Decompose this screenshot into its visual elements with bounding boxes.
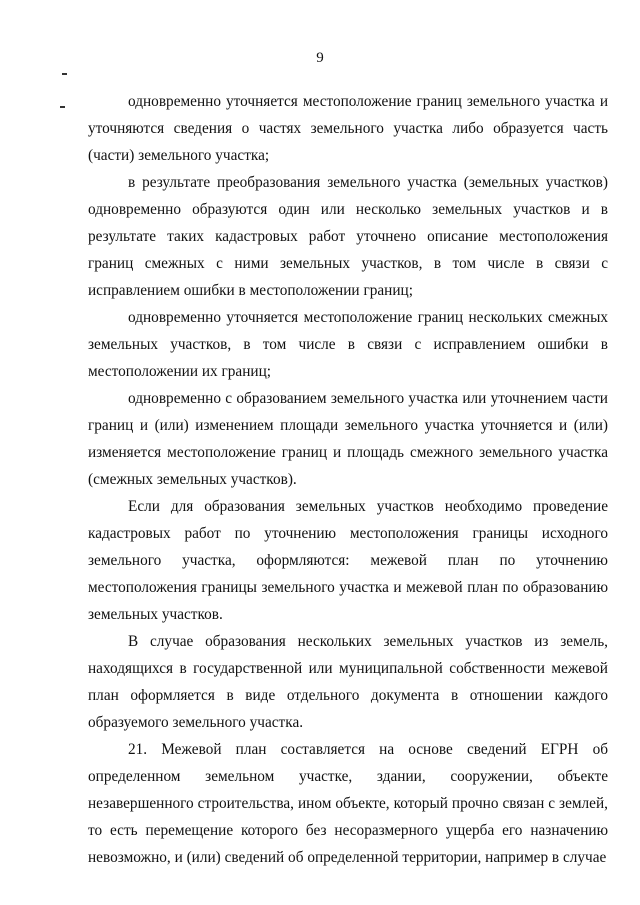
document-body [88,88,608,871]
scan-mark [60,106,65,108]
paragraph: В случае образования нескольких земельных участков из земель, находящихся в государственной или муниципальной собственности межевой план оформляется в виде отдельного документа в отношении каждого образуемого земельного участка. [88,633,608,731]
paragraph: одновременно уточняется местоположение границ земельного участка и уточняются сведения о частях земельного участка либо образуется часть (части) земельного участка; [88,93,608,164]
paragraph: Если для образования земельных участков необходимо проведение кадастровых работ по уточнению местоположения границы исходного земельного участка, оформляются: межевой план по уточнению местоположения границы земельного участка и межевой план по образованию земельных участков. [88,498,608,623]
page-number: 9 [316,50,324,66]
paragraph: в результате преобразования земельного участка (земельных участков) одновременно образуются один или несколько земельных участков и в результате таких кадастровых работ уточнено описание местоположения границ смежных с ними земельных участков, в том числе в связи с исправлением ошибки в местоположении границ; [88,174,608,299]
paragraph: одновременно с образованием земельного участка или уточнением части границ и (или) изменением площади земельного участка уточняется и (или) изменяется местоположение границ и площадь смежного земельного участка (смежных земельных участков). [88,390,608,488]
scan-mark [62,73,67,75]
paragraph: одновременно уточняется местоположение границ нескольких смежных земельных участков, в том числе в связи с исправлением ошибки в местоположении их границ; [88,309,608,380]
paragraph: 21. Межевой план составляется на основе сведений ЕГРН об определенном земельном участке, здании, сооружении, объекте незавершенного строительства, ином объекте, который прочно связан с землей, то есть перемещение которого без несоразмерного ущерба его назначению невозможно, и (или) сведений об определенной территории, например в случае [88,741,608,866]
